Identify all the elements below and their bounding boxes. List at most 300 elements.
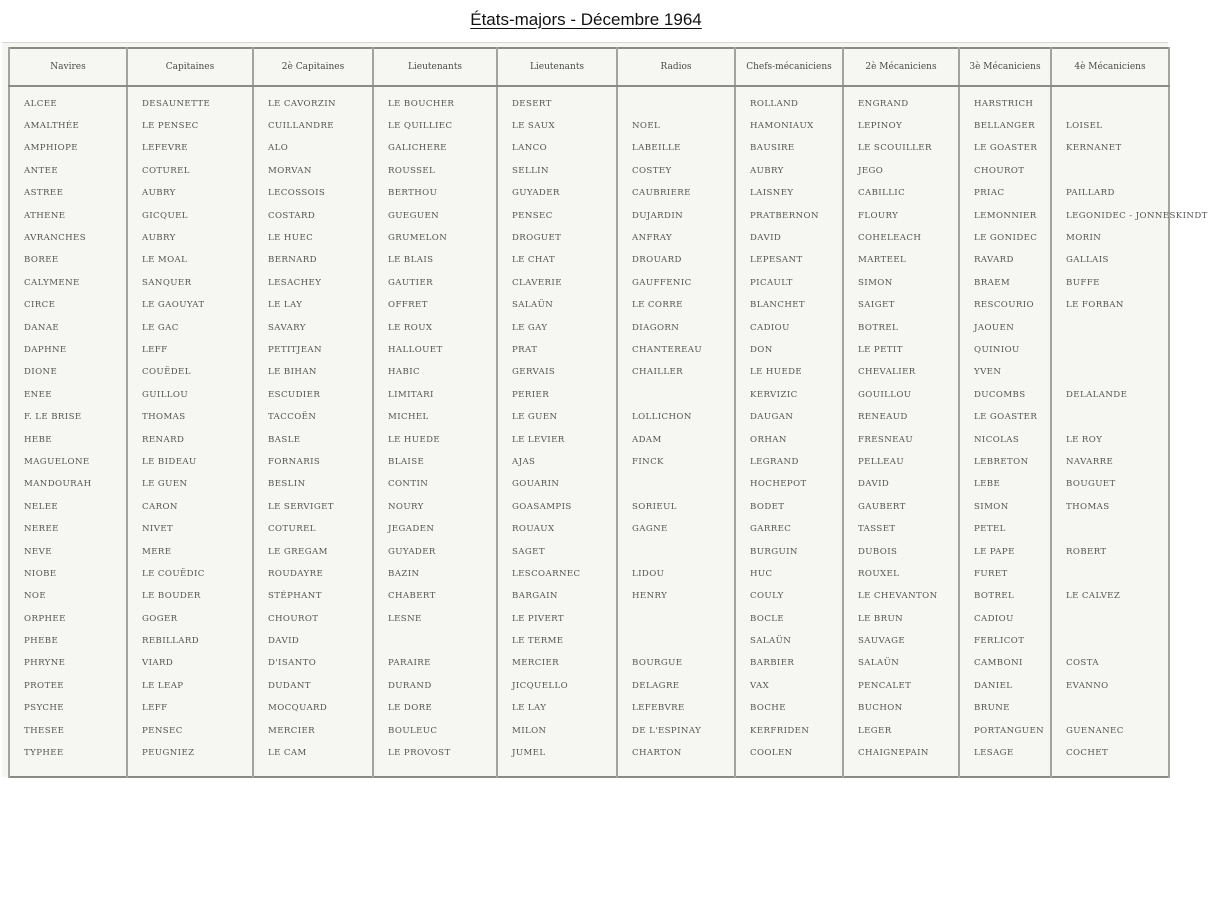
captain-cell: DESAUNETTE [127,86,253,115]
second-captain-cell: ESCUDIER [253,384,373,406]
second-captain-cell: MERCIER [253,720,373,742]
ship-name-cell: ENEE [9,384,127,406]
ship-name-cell: PROTEE [9,675,127,697]
radio-cell [617,630,735,652]
fourth-engineer-cell: COSTA [1051,653,1169,675]
table-row [9,272,1169,294]
ship-name-cell: F. LE BRISE [9,406,127,428]
radio-cell: DUJARDIN [617,205,735,227]
fourth-engineer-cell: LE ROY [1051,429,1169,451]
ship-name-cell: AMPHIOPE [9,138,127,160]
fourth-engineer-cell: ROBERT [1051,541,1169,563]
radio-cell: DELAGRE [617,675,735,697]
second-captain-cell: FORNARIS [253,451,373,473]
lieutenant-1-cell: LE PROVOST [373,742,497,764]
lieutenant-1-cell: HALLOUET [373,339,497,361]
radio-cell: DE L'ESPINAY [617,720,735,742]
lieutenant-2-cell: SELLIN [497,160,617,182]
table-row [9,295,1169,317]
lieutenant-1-cell: BLAISE [373,451,497,473]
chief-engineer-cell: LEGRAND [735,451,843,473]
radio-cell: SORIEUL [617,496,735,518]
empty-cell [9,765,127,777]
table-row [9,317,1169,339]
lieutenant-1-cell: BERTHOU [373,183,497,205]
lieutenant-1-cell: LE HUEDE [373,429,497,451]
chief-engineer-cell: COULY [735,586,843,608]
lieutenant-2-cell: LESCOARNEC [497,563,617,585]
fourth-engineer-cell [1051,608,1169,630]
fourth-engineer-cell [1051,160,1169,182]
ship-name-cell: HEBE [9,429,127,451]
third-engineer-cell: LEBRETON [959,451,1051,473]
empty-cell [617,765,735,777]
third-engineer-cell: DUCOMBS [959,384,1051,406]
captain-cell: PENSEC [127,720,253,742]
second-captain-cell: CUILLANDRE [253,115,373,137]
lieutenant-2-cell: LE GAY [497,317,617,339]
second-engineer-cell: RENEAUD [843,406,959,428]
radio-cell: LABEILLE [617,138,735,160]
third-engineer-cell: LEBE [959,474,1051,496]
fourth-engineer-cell [1051,518,1169,540]
ship-name-cell: PHEBE [9,630,127,652]
lieutenant-2-cell: PERIER [497,384,617,406]
radio-cell: LE CORRE [617,295,735,317]
ship-name-cell: AMALTHÉE [9,115,127,137]
fourth-engineer-cell: MORIN [1051,227,1169,249]
fourth-engineer-cell: COCHET [1051,742,1169,764]
lieutenant-1-cell: HABIC [373,362,497,384]
radio-cell: BOURGUE [617,653,735,675]
second-captain-cell: LECOSSOIS [253,183,373,205]
table-row [9,586,1169,608]
ship-name-cell: ALCEE [9,86,127,115]
captain-cell: SANQUER [127,272,253,294]
radio-cell: CHARTON [617,742,735,764]
second-captain-cell: STÉPHANT [253,586,373,608]
lieutenant-1-cell: GUYADER [373,541,497,563]
second-engineer-cell: TASSET [843,518,959,540]
third-engineer-cell: BRUNE [959,698,1051,720]
fourth-engineer-cell [1051,563,1169,585]
second-engineer-cell: SAUVAGE [843,630,959,652]
lieutenant-2-cell: JICQUELLO [497,675,617,697]
captain-cell: VIARD [127,653,253,675]
lieutenant-1-cell: LE BLAIS [373,250,497,272]
empty-cell [1051,765,1169,777]
lieutenant-1-cell: LESNE [373,608,497,630]
table-row [9,720,1169,742]
radio-cell: CAUBRIERE [617,183,735,205]
third-engineer-cell: PETEL [959,518,1051,540]
third-engineer-cell: DANIEL [959,675,1051,697]
ship-name-cell: ASTREE [9,183,127,205]
second-engineer-cell: FLOURY [843,205,959,227]
column-header-lieutenants-2: Lieutenants [497,48,617,86]
table-row [9,138,1169,160]
fourth-engineer-cell [1051,339,1169,361]
captain-cell: LE PENSEC [127,115,253,137]
lieutenant-2-cell: DESERT [497,86,617,115]
page-title: États-majors - Décembre 1964 [470,10,702,29]
second-captain-cell: SAVARY [253,317,373,339]
ship-name-cell: NOE [9,586,127,608]
lieutenant-2-cell: LE LAY [497,698,617,720]
ship-name-cell: TYPHEE [9,742,127,764]
column-header-2e-capitaines: 2è Capitaines [253,48,373,86]
column-header-chefs-mecaniciens: Chefs-mécaniciens [735,48,843,86]
chief-engineer-cell: DAUGAN [735,406,843,428]
empty-cell [959,765,1051,777]
table-row [9,160,1169,182]
captain-cell: LE BOUDER [127,586,253,608]
radio-cell: DIAGORN [617,317,735,339]
captain-cell: RENARD [127,429,253,451]
fourth-engineer-cell [1051,362,1169,384]
ship-name-cell: MANDOURAH [9,474,127,496]
captain-cell: LE LEAP [127,675,253,697]
ship-name-cell: NELEE [9,496,127,518]
second-captain-cell: LE HUEC [253,227,373,249]
fourth-engineer-cell: BOUGUET [1051,474,1169,496]
radio-cell [617,384,735,406]
chief-engineer-cell: HOCHEPOT [735,474,843,496]
empty-cell [497,765,617,777]
chief-engineer-cell: CADIOU [735,317,843,339]
second-captain-cell: DAVID [253,630,373,652]
lieutenant-1-cell: LIMITARI [373,384,497,406]
second-engineer-cell: DUBOIS [843,541,959,563]
second-engineer-cell: ENGRAND [843,86,959,115]
second-captain-cell: MOCQUARD [253,698,373,720]
fourth-engineer-cell: THOMAS [1051,496,1169,518]
captain-cell: PEUGNIEZ [127,742,253,764]
second-captain-cell: DUDANT [253,675,373,697]
second-engineer-cell: FRESNEAU [843,429,959,451]
captain-cell: LEFEVRE [127,138,253,160]
ship-name-cell: THESEE [9,720,127,742]
lieutenant-2-cell: ROUAUX [497,518,617,540]
fourth-engineer-cell: GUENANEC [1051,720,1169,742]
radio-cell: CHANTEREAU [617,339,735,361]
third-engineer-cell: BELLANGER [959,115,1051,137]
second-engineer-cell: MARTEEL [843,250,959,272]
lieutenant-1-cell: LE DORE [373,698,497,720]
second-engineer-cell: ROUXEL [843,563,959,585]
table-row [9,630,1169,652]
second-captain-cell: LESACHEY [253,272,373,294]
fourth-engineer-cell: GALLAIS [1051,250,1169,272]
third-engineer-cell: PRIAC [959,183,1051,205]
column-header-navires: Navires [9,48,127,86]
chief-engineer-cell: KERFRIDEN [735,720,843,742]
chief-engineer-cell: HUC [735,563,843,585]
table-row [9,518,1169,540]
chief-engineer-cell: BOCHE [735,698,843,720]
chief-engineer-cell: SALAÜN [735,630,843,652]
ship-name-cell: CALYMENE [9,272,127,294]
second-engineer-cell: LEPINOY [843,115,959,137]
empty-cell [373,765,497,777]
table-row [9,541,1169,563]
ship-name-cell: NIOBE [9,563,127,585]
lieutenant-1-cell: BAZIN [373,563,497,585]
third-engineer-cell: LE GONIDEC [959,227,1051,249]
radio-cell: GAUFFENIC [617,272,735,294]
third-engineer-cell: HARSTRICH [959,86,1051,115]
second-captain-cell: LE LAY [253,295,373,317]
captain-cell: GOGER [127,608,253,630]
second-engineer-cell: SAIGET [843,295,959,317]
column-header-lieutenants-1: Lieutenants [373,48,497,86]
lieutenant-1-cell [373,630,497,652]
ship-name-cell: AVRANCHES [9,227,127,249]
lieutenant-2-cell: LE TERME [497,630,617,652]
chief-engineer-cell: ORHAN [735,429,843,451]
second-engineer-cell: LE SCOUILLER [843,138,959,160]
radio-cell [617,474,735,496]
lieutenant-2-cell: LANCO [497,138,617,160]
lieutenant-2-cell: GOASAMPIS [497,496,617,518]
radio-cell [617,86,735,115]
third-engineer-cell: SIMON [959,496,1051,518]
lieutenant-1-cell: JEGADEN [373,518,497,540]
second-captain-cell: BASLE [253,429,373,451]
third-engineer-cell: CAMBONI [959,653,1051,675]
captain-cell: CARON [127,496,253,518]
second-engineer-cell: PELLEAU [843,451,959,473]
fourth-engineer-cell: LEGONIDEC - JONNESKINDT [1051,205,1169,227]
lieutenant-2-cell: AJAS [497,451,617,473]
captain-cell: MERE [127,541,253,563]
empty-cell [843,765,959,777]
captain-cell: LE BIDEAU [127,451,253,473]
lieutenant-2-cell: GERVAIS [497,362,617,384]
table-row [9,362,1169,384]
fourth-engineer-cell: LOISEL [1051,115,1169,137]
radio-cell: DROUARD [617,250,735,272]
header-row [9,48,1169,86]
table-row [9,86,1169,115]
chief-engineer-cell: BODET [735,496,843,518]
ship-name-cell: DAPHNE [9,339,127,361]
lieutenant-2-cell: BARGAIN [497,586,617,608]
chief-engineer-cell: BURGUIN [735,541,843,563]
second-captain-cell: LE BIHAN [253,362,373,384]
radio-cell: COSTEY [617,160,735,182]
third-engineer-cell: LE GOASTER [959,138,1051,160]
radio-cell: ADAM [617,429,735,451]
second-engineer-cell: GOUILLOU [843,384,959,406]
empty-cell [735,765,843,777]
table-bottom-spacer [9,765,1169,777]
table-row [9,227,1169,249]
second-engineer-cell: BUCHON [843,698,959,720]
ship-name-cell: CIRCE [9,295,127,317]
table-row [9,384,1169,406]
lieutenant-2-cell: LE PIVERT [497,608,617,630]
third-engineer-cell: RESCOURIO [959,295,1051,317]
second-engineer-cell: CABILLIC [843,183,959,205]
second-captain-cell: MORVAN [253,160,373,182]
second-captain-cell: D'ISANTO [253,653,373,675]
ship-name-cell: ANTEE [9,160,127,182]
chief-engineer-cell: BAUSIRE [735,138,843,160]
lieutenant-1-cell: CONTIN [373,474,497,496]
radio-cell: CHAILLER [617,362,735,384]
lieutenant-2-cell: MERCIER [497,653,617,675]
table-body [9,86,1208,777]
second-captain-cell: COTUREL [253,518,373,540]
staff-table [8,47,1208,778]
lieutenant-2-cell: JUMEL [497,742,617,764]
second-captain-cell: LE SERVIGET [253,496,373,518]
captain-cell: LE GAOUYAT [127,295,253,317]
ship-name-cell: ATHENE [9,205,127,227]
lieutenant-2-cell: MILON [497,720,617,742]
second-captain-cell: LE CAVORZIN [253,86,373,115]
lieutenant-2-cell: GUYADER [497,183,617,205]
radio-cell: LEFEBVRE [617,698,735,720]
third-engineer-cell: BOTREL [959,586,1051,608]
second-captain-cell: ROUDAYRE [253,563,373,585]
captain-cell: GUILLOU [127,384,253,406]
table-row [9,115,1169,137]
lieutenant-1-cell: BOULEUC [373,720,497,742]
captain-cell: LE COUËDIC [127,563,253,585]
ship-name-cell: MAGUELONE [9,451,127,473]
ship-name-cell: DANAE [9,317,127,339]
second-engineer-cell: BOTREL [843,317,959,339]
table-row [9,406,1169,428]
third-engineer-cell: LEMONNIER [959,205,1051,227]
fourth-engineer-cell [1051,86,1169,115]
captain-cell: LEFF [127,339,253,361]
third-engineer-cell: LE PAPE [959,541,1051,563]
lieutenant-2-cell: DROGUET [497,227,617,249]
fourth-engineer-cell [1051,698,1169,720]
lieutenant-1-cell: GRUMELON [373,227,497,249]
lieutenant-2-cell: LE SAUX [497,115,617,137]
lieutenant-1-cell: DURAND [373,675,497,697]
captain-cell: GICQUEL [127,205,253,227]
third-engineer-cell: LESAGE [959,742,1051,764]
second-engineer-cell: JEGO [843,160,959,182]
third-engineer-cell: YVEN [959,362,1051,384]
third-engineer-cell: FURET [959,563,1051,585]
empty-cell [253,765,373,777]
second-engineer-cell: SALAÜN [843,653,959,675]
chief-engineer-cell: AUBRY [735,160,843,182]
radio-cell: LIDOU [617,563,735,585]
table-row [9,608,1169,630]
second-captain-cell: PETITJEAN [253,339,373,361]
second-captain-cell: COSTARD [253,205,373,227]
table-row [9,451,1169,473]
radio-cell: GAGNE [617,518,735,540]
second-engineer-cell: LE BRUN [843,608,959,630]
radio-cell: LOLLICHON [617,406,735,428]
chief-engineer-cell: BARBIER [735,653,843,675]
second-engineer-cell: CHEVALIER [843,362,959,384]
fourth-engineer-cell: PAILLARD [1051,183,1169,205]
lieutenant-2-cell: CLAVERIE [497,272,617,294]
lieutenant-1-cell: OFFRET [373,295,497,317]
lieutenant-2-cell: LE CHAT [497,250,617,272]
third-engineer-cell: RAVARD [959,250,1051,272]
fourth-engineer-cell: BUFFE [1051,272,1169,294]
scanned-document [2,42,1208,777]
chief-engineer-cell: LEPESANT [735,250,843,272]
lieutenant-2-cell: PENSEC [497,205,617,227]
fourth-engineer-cell [1051,406,1169,428]
captain-cell: AUBRY [127,183,253,205]
lieutenant-1-cell: GALICHERE [373,138,497,160]
captain-cell: COUËDEL [127,362,253,384]
ship-name-cell: NEVE [9,541,127,563]
captain-cell: AUBRY [127,227,253,249]
chief-engineer-cell: BLANCHET [735,295,843,317]
second-captain-cell: BERNARD [253,250,373,272]
column-header-3e-mecaniciens: 3è Mécaniciens [959,48,1051,86]
second-engineer-cell: LE PETIT [843,339,959,361]
column-header-capitaines: Capitaines [127,48,253,86]
second-engineer-cell: CHAIGNEPAIN [843,742,959,764]
second-captain-cell: CHOUROT [253,608,373,630]
fourth-engineer-cell: EVANNO [1051,675,1169,697]
column-header-radios: Radios [617,48,735,86]
third-engineer-cell: FERLICOT [959,630,1051,652]
table-row [9,563,1169,585]
radio-cell: NOEL [617,115,735,137]
third-engineer-cell: JAOUEN [959,317,1051,339]
chief-engineer-cell: HAMONIAUX [735,115,843,137]
chief-engineer-cell: BOCLE [735,608,843,630]
chief-engineer-cell: GARREC [735,518,843,540]
second-captain-cell: LE GREGAM [253,541,373,563]
second-engineer-cell: SIMON [843,272,959,294]
lieutenant-1-cell: MICHEL [373,406,497,428]
lieutenant-1-cell: CHABERT [373,586,497,608]
chief-engineer-cell: COOLEN [735,742,843,764]
second-engineer-cell: LEGER [843,720,959,742]
third-engineer-cell: LE GOASTER [959,406,1051,428]
fourth-engineer-cell: LE FORBAN [1051,295,1169,317]
chief-engineer-cell: DAVID [735,227,843,249]
radio-cell [617,541,735,563]
table-row [9,698,1169,720]
fourth-engineer-cell [1051,317,1169,339]
fourth-engineer-cell: KERNANET [1051,138,1169,160]
table-row [9,474,1169,496]
lieutenant-2-cell: LE LEVIER [497,429,617,451]
lieutenant-1-cell: LE ROUX [373,317,497,339]
second-captain-cell: BESLIN [253,474,373,496]
second-captain-cell: ALO [253,138,373,160]
lieutenant-2-cell: SALAÜN [497,295,617,317]
chief-engineer-cell: KERVIZIC [735,384,843,406]
ship-name-cell: BOREE [9,250,127,272]
third-engineer-cell: CHOUROT [959,160,1051,182]
captain-cell: LEFF [127,698,253,720]
table-row [9,183,1169,205]
second-captain-cell: LE CAM [253,742,373,764]
captain-cell: THOMAS [127,406,253,428]
ship-name-cell: ORPHEE [9,608,127,630]
lieutenant-1-cell: LE BOUCHER [373,86,497,115]
table-row [9,653,1169,675]
